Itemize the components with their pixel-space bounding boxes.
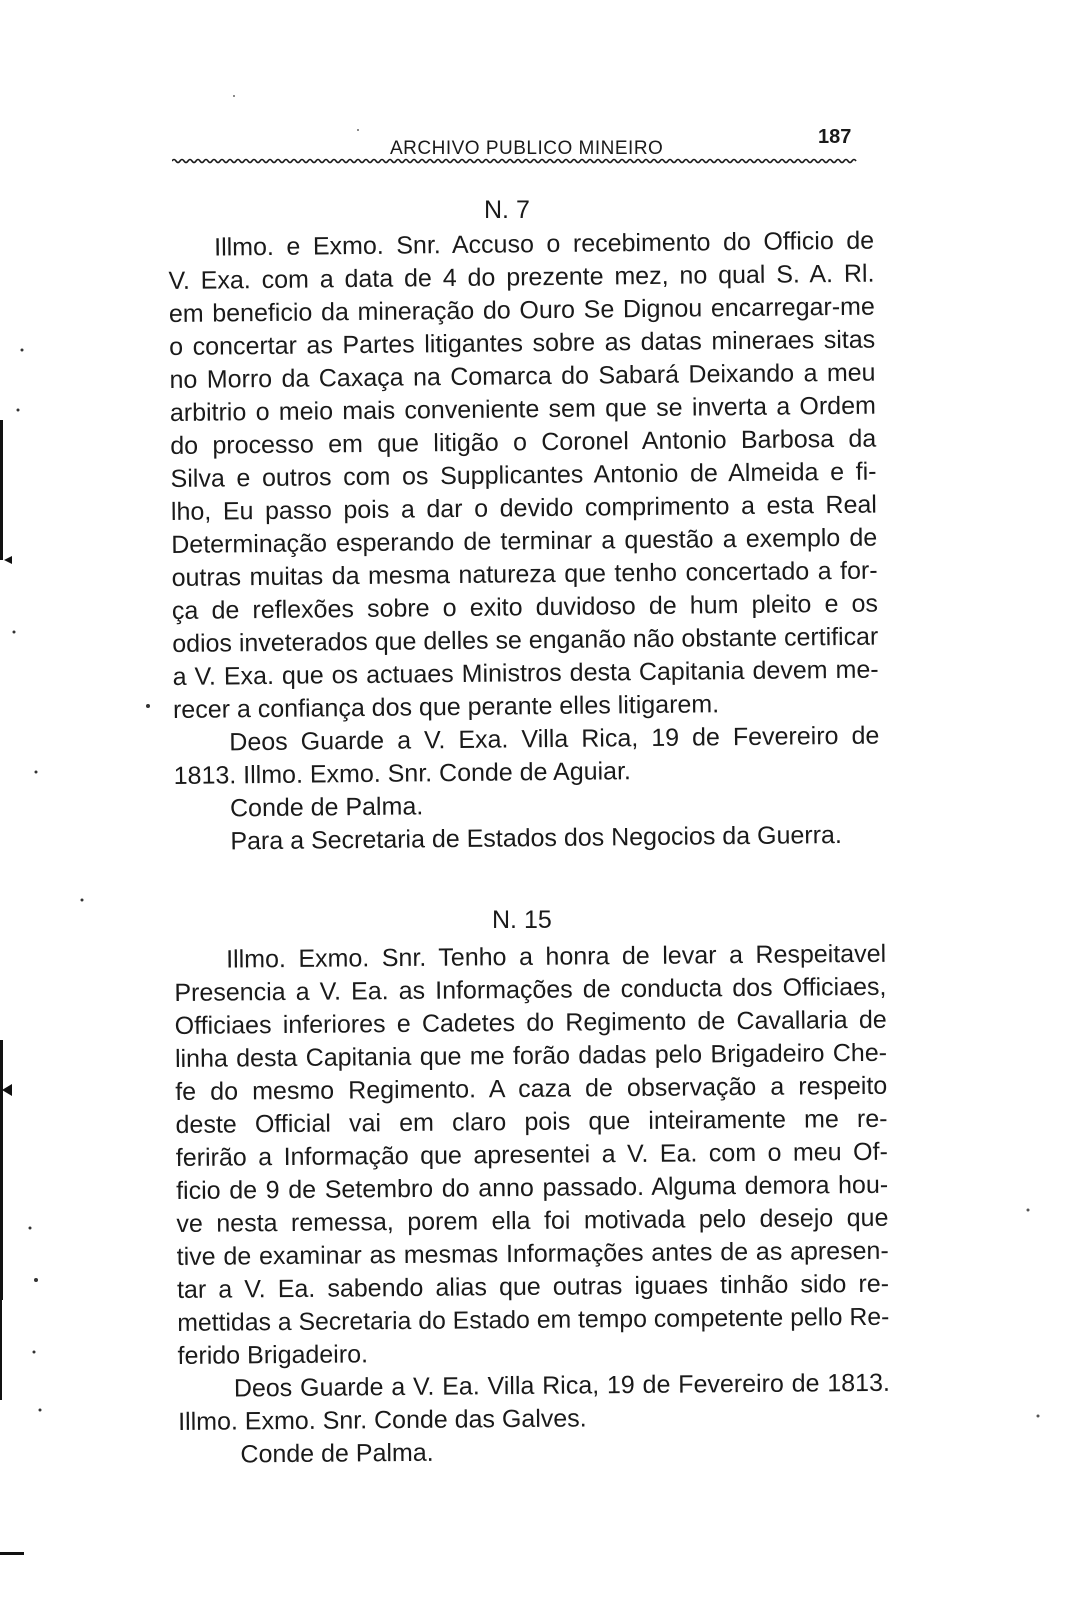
letter-7-line: V. Exa. com a data de 4 do prezente mez, no qual S. A. Rl. [168,259,875,295]
letter-15-line: Officiaes inferiores e Cadetes do Regimento de Cavallaria de [174,1005,887,1040]
running-title: ARCHIVO PUBLICO MINEIRO [390,138,664,159]
letter-7-line: do processo em que litigão o Coronel Antonio Barbosa da [170,424,877,460]
letter-15-line: tive de examinar as mesmas Informações antes de as apresen- [176,1236,889,1271]
letter-7-line: odios inveterados que delles se enganão não obstante certificar [172,622,879,658]
letter-7-line: Silva e outros com os Supplicantes Antonio de Almeida e fi- [170,457,877,493]
letter-7-line: a V. Exa. que os actuaes Ministros desta Capitania devem me- [172,655,879,691]
letter-number-7: N. 7 [484,196,530,224]
letter-7-line: o concertar as Partes litigantes sobre as datas mineraes sitas [169,325,876,361]
letter-15-line: ferido Brigadeiro. [177,1340,369,1370]
letter-7-line: Determinação esperando de terminar a questão a exemplo de [171,523,878,559]
letter-15-line: Illmo. Exmo. Snr. Tenho a honra de levar a Respeitavel [226,939,887,974]
letter-7-signoff: Deos Guarde a V. Exa. Villa Rica, 19 de Fevereiro de [229,721,880,757]
letter-15-line: mettidas a Secretaria do Estado em tempo competente pello Re- [177,1303,890,1337]
letter-7-line: outras muitas da mesma natureza que tenho concertado a for- [171,556,878,592]
wavy-rule [172,158,858,164]
letter-7-line: no Morro da Caxaça na Comarca do Sabará Deixando a meu [169,358,876,394]
letter-7-line: lho, Eu passo pois a dar o devido comprimento a esta Real [170,490,878,526]
letter-7-line: ça de reflexões sobre o exito duvidoso de hum pleito e os [171,589,879,625]
letter-7-line: recer a confiança dos que perante elles litigarem. [172,690,720,724]
page-number: 187 [818,126,852,148]
letter-15-line: ficio de 9 de Setembro do anno passado. Alguma demora hou- [176,1170,889,1205]
letter-15-line: Presencia a V. Ea. as Informações de conducta dos Officiaes, [174,972,887,1007]
letter-15-line: fe do mesmo Regimento. A caza de observação a respeito [175,1071,888,1106]
letter-15-body [174,938,891,1472]
letter-15-line: ve nesta remessa, porem ella foi motivada pelo desejo que [176,1203,889,1238]
letter-7-destination: Para a Secretaria de Estados dos Negocios da Guerra. [230,820,842,856]
letter-15-line: deste Official vai em claro pois que inteiramente me re- [175,1104,888,1139]
letter-15-signature: Conde de Palma. [240,1438,434,1469]
letter-15-line: linha desta Capitania que me forão dadas pelo Brigadeiro Che- [174,1038,888,1073]
letter-15-line: tar a V. Ea. sabendo alias que outras iguaes tinhão sido re- [176,1269,890,1304]
letter-7-signature: Conde de Palma. [229,792,424,823]
letter-15-signoff: Deos Guarde a V. Ea. Villa Rica, 19 de Fevereiro de 1813. [233,1368,890,1403]
letter-7-line: em beneficio da mineração do Ouro Se Dignou encarregar-me [168,292,875,328]
letter-7-addressee: 1813. Illmo. Exmo. Snr. Conde de Aguiar. [173,757,632,790]
letter-15-line: ferirão a Informação que apresentei a V. Ea. com o meu Of- [175,1137,888,1172]
letter-number-15: N. 15 [492,906,552,934]
letter-7-body [168,225,881,859]
letter-7-line: Illmo. e Exmo. Snr. Accuso o recebimento do Officio de [214,226,875,262]
letter-7-line: arbitrio o meio mais conveniente sem que se inverta a Ordem [169,391,877,427]
letter-15-addressee: Illmo. Exmo. Snr. Conde das Galves. [178,1404,587,1436]
